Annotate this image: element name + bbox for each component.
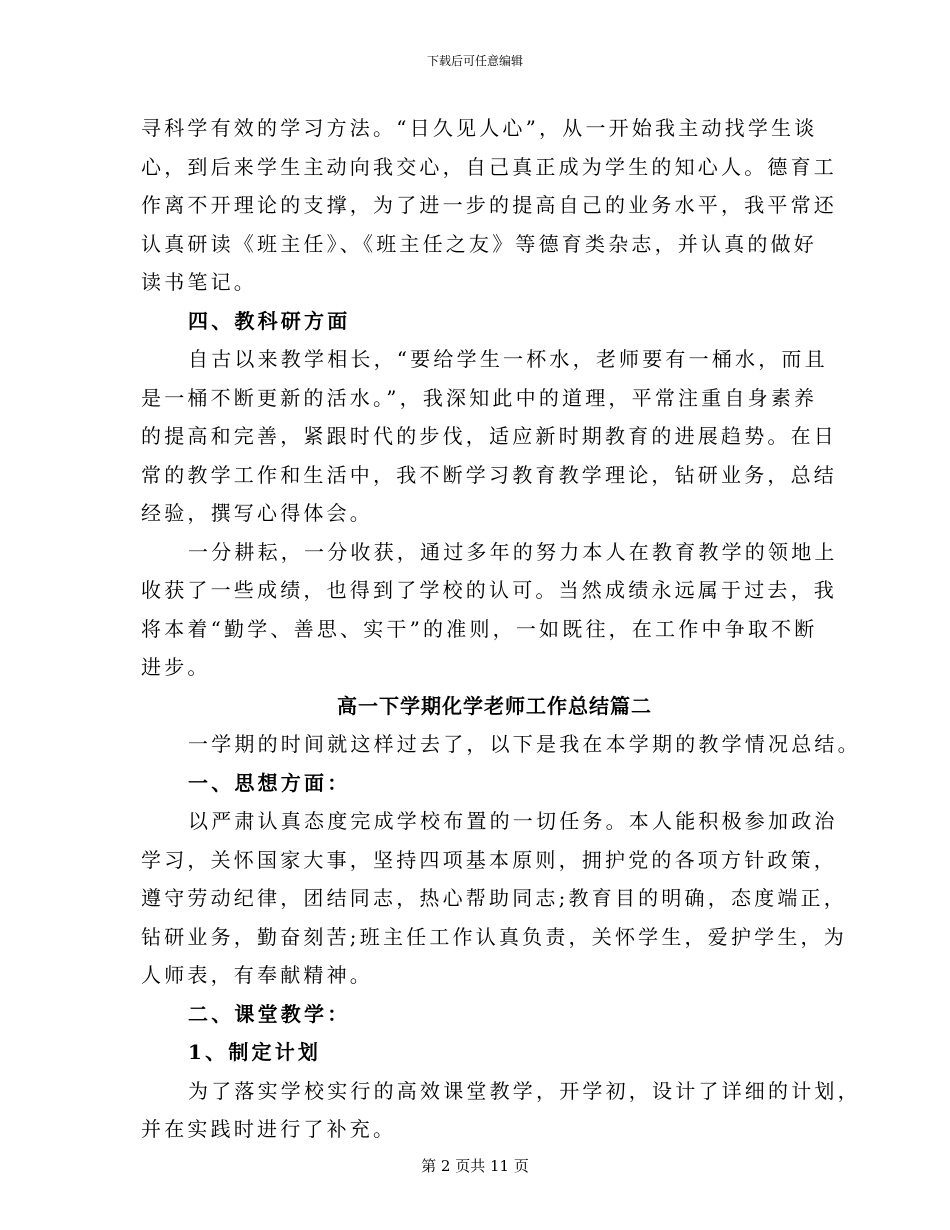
- paragraph-line: 心，到后来学生主动向我交心，自己真正成为学生的知心人。德育工: [141, 154, 837, 179]
- paragraph-line: 寻科学有效的学习方法。“日久见人心”，从一开始我主动找学生谈: [141, 116, 818, 140]
- paragraph-line: 将本着“勤学、善思、实干”的准则，一如既往，在工作中争取不断: [141, 616, 818, 641]
- page-header-note: 下载后可任意编辑: [426, 54, 523, 68]
- section-heading: 二、课堂教学：: [188, 1001, 351, 1026]
- subsection-heading: 1、制定计划: [188, 1040, 322, 1064]
- paragraph-line: 钻研业务，勤奋刻苦;班主任工作认真负责，关怀学生，爱护学生，为: [141, 924, 847, 949]
- paragraph-line: 为了落实学校实行的高效课堂教学，开学初，设计了详细的计划，: [188, 1078, 861, 1103]
- paragraph-line: 一学期的时间就这样过去了，以下是我在本学期的教学情况总结。: [188, 732, 861, 756]
- paragraph-line: 认真研读《班主任》、《班主任之友》等德育类杂志，并认真的做好: [141, 231, 817, 256]
- paragraph-line: 自古以来教学相长，“要给学生一杯水，老师要有一桶水，而且: [188, 347, 828, 371]
- paragraph-line: 学习，关怀国家大事，坚持四项基本原则，拥护党的各项方针政策，: [141, 847, 837, 872]
- paragraph-line: 的提高和完善，紧跟时代的步伐，适应新时期教育的进展趋势。在日: [141, 424, 837, 448]
- paragraph-line: 人师表，有奉献精神。: [141, 963, 373, 987]
- paragraph-line: 收获了一些成绩，也得到了学校的认可。当然成绩永远属于过去，我: [141, 578, 837, 602]
- article-title: 高一下学期化学老师工作总结篇二: [337, 693, 652, 718]
- section-heading: 一、思想方面：: [188, 770, 351, 795]
- page-number-footer: 第 2 页共 11 页: [421, 1157, 529, 1175]
- paragraph-line: 是一桶不断更新的活水。”，我深知此中的道理，平常注重自身素养: [141, 385, 818, 410]
- paragraph-line: 经验，撰写心得体会。: [141, 501, 373, 525]
- document-body: [141, 109, 861, 1149]
- paragraph-line: 进步。: [141, 655, 211, 679]
- section-heading: 四、教科研方面: [188, 308, 351, 333]
- paragraph-line: 遵守劳动纪律，团结同志，热心帮助同志;教育目的明确，态度端正，: [141, 886, 847, 910]
- paragraph-line: 并在实践时进行了补充。: [141, 1117, 397, 1141]
- paragraph-line: 读书笔记。: [141, 270, 257, 294]
- paragraph-line: 以严肃认真态度完成学校布置的一切任务。本人能积极参加政治: [188, 809, 838, 833]
- paragraph-line: 常的教学工作和生活中，我不断学习教育教学理论，钻研业务，总结: [141, 462, 837, 487]
- paragraph-line: 作离不开理论的支撑，为了进一步的提高自己的业务水平，我平常还: [141, 193, 837, 217]
- paragraph-line: 一分耕耘，一分收获，通过多年的努力本人在教育教学的领地上: [188, 539, 838, 564]
